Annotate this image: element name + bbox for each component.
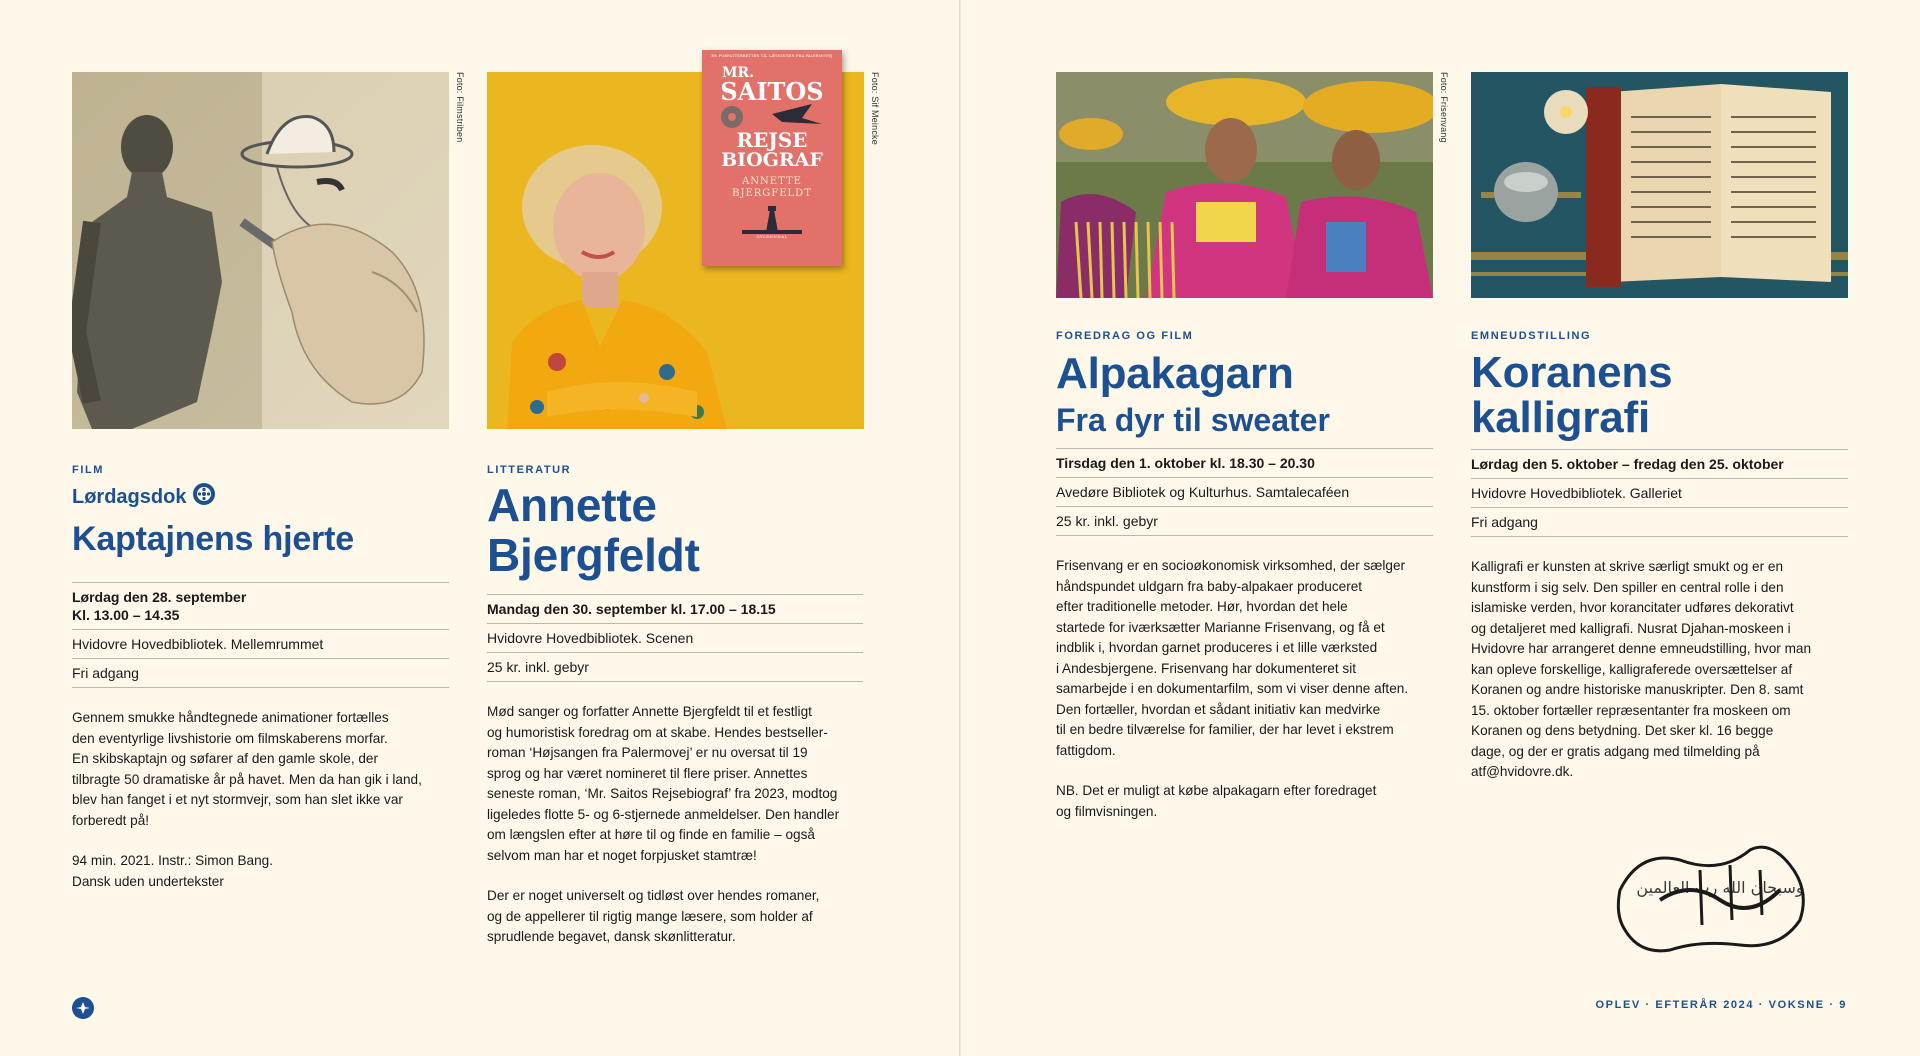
literature-body-line: Der er noget universelt og tidløst over hendes romaner, <box>487 888 820 903</box>
koran-body-line: Koranen og andre historiske manuskripter. Den 8. samt <box>1471 682 1804 697</box>
koran-body-line: Koranen og dens betydning. Det sker kl. 16 begge <box>1471 723 1774 738</box>
literature-body <box>487 702 863 948</box>
book-author: BJERGFELDT <box>732 188 812 199</box>
film-category: FILM <box>72 464 105 476</box>
alpaca-body-line: til en bedre tilværelse for familier, der har levet i ekstrem <box>1056 722 1394 737</box>
literature-body-line: roman ‘Højsangen fra Palermovej’ er nu oversat til 19 <box>487 745 808 760</box>
koran-date: Lørdag den 5. oktober – fredag den 25. oktober <box>1471 449 1848 478</box>
arabic-calligraphy <box>1600 830 1840 960</box>
alpaca-title: Alpakagarn <box>1056 349 1294 398</box>
literature-title <box>487 480 863 580</box>
calligraphy-text: وسبحان الله رب العالمين <box>1636 878 1804 897</box>
alpaca-body-line: efter traditionelle metoder. Hør, hvordan det hele <box>1056 599 1348 614</box>
library-logo-icon <box>72 997 94 1019</box>
literature-description <box>487 702 863 866</box>
alpaca-location: Avedøre Bibliotek og Kulturhus. Samtalecaféen <box>1056 477 1433 506</box>
alpaca-body-line: Den fortæller, hvordan et sådant initiativ kan medvirke <box>1056 701 1381 717</box>
film-body-line: den eventyrlige livshistorie om filmskaberens morfar. <box>72 730 388 746</box>
film-body-line: blev han fanget i et nyt stormvejr, som han slet ikke var <box>72 792 403 807</box>
koran-body-line: atf@hvidovre.dk. <box>1471 764 1574 779</box>
alpaca-body-line: NB. Det er muligt at købe alpakagarn efter foredraget <box>1056 783 1377 798</box>
literature-price: 25 kr. inkl. gebyr <box>487 652 863 682</box>
alpaca-body-line: startede for iværksætter Marianne Frisenvang, og få et <box>1056 619 1385 635</box>
film-date-line1: Lørdag den 28. september <box>72 589 247 605</box>
koran-article <box>1471 330 1848 803</box>
literature-category: LITTERATUR <box>487 464 572 476</box>
film-info-table <box>72 582 449 688</box>
literature-body-line: seneste roman, ‘Mr. Saitos Rejsebiograf’ fra 2023, modtog <box>487 786 838 801</box>
alpaca-body-line: Frisenvang er en socioøkonomisk virksomhed, der sælger <box>1056 558 1406 573</box>
alpaca-date: Tirsdag den 1. oktober kl. 18.30 – 20.30 <box>1056 448 1433 477</box>
book-title-line: REJSE <box>736 128 808 152</box>
koran-body-line: kan opleve forskellige, kalligraferede oversættelser af <box>1471 661 1793 677</box>
koran-body-line: dage, og der er gratis adgang med tilmelding på <box>1471 743 1760 759</box>
koran-body-line: 15. oktober fortæller repræsentanter fra moskeen om <box>1471 702 1791 718</box>
alpaca-category: FOREDRAG OG FILM <box>1056 330 1194 342</box>
film-price: Fri adgang <box>72 658 449 688</box>
alpaca-body-line: fattigdom. <box>1056 742 1116 758</box>
alpaca-body-line: og filmvisningen. <box>1056 803 1158 819</box>
film-location: Hvidovre Hovedbibliotek. Mellemrummet <box>72 629 449 658</box>
alpaca-article <box>1056 330 1433 842</box>
lighthouse-illustration <box>702 204 842 234</box>
literature-body-line: ligeledes flotte 5- og 6-stjernede anmeldelser. Den handler <box>487 806 840 822</box>
page-footer: OPLEV · EFTERÅR 2024 · VOKSNE · 9 <box>1595 999 1847 1011</box>
literature-body-line: om længslen efter at høre til og finde en familie – også <box>487 827 815 842</box>
film-body-line: forberedt på! <box>72 812 150 828</box>
film-reel-icon <box>192 482 216 512</box>
film-body <box>72 708 449 892</box>
literature-body-line: Mød sanger og forfatter Annette Bjergfeldt til et festligt <box>487 704 812 719</box>
literature-body-line: sprudlende begavet, dansk skønlitteratur. <box>487 929 736 944</box>
alpaca-note <box>1056 781 1433 822</box>
literature-body-line: og humoristisk foredrag om at skabe. Hendes bestseller- <box>487 724 828 740</box>
literature-description-2 <box>487 886 863 948</box>
film-meta <box>72 851 449 892</box>
koran-photo <box>1471 72 1848 298</box>
koran-body-line: islamiske verden, hvor korancitater udføres dekorativt <box>1471 600 1794 615</box>
page-fold <box>959 0 961 1056</box>
koran-body-line: og detaljeret med kalligrafi. Nusrat Djahan-moskeen i <box>1471 620 1791 636</box>
film-title: Kaptajnens hjerte <box>72 520 354 558</box>
film-photo <box>72 72 449 429</box>
alpaca-body <box>1056 556 1433 822</box>
literature-title-line: Annette <box>487 479 657 531</box>
book-title-line: BIOGRAF <box>721 149 823 171</box>
literature-body-line: sprog og har været nomineret til flere priser. Annettes <box>487 765 808 781</box>
alpaca-description <box>1056 556 1433 761</box>
alpaca-subtitle: Fra dyr til sweater <box>1056 402 1330 438</box>
koran-body-line: Kalligrafi er kunsten at skrive særligt smukt og er en <box>1471 559 1784 574</box>
author-photo-credit: Foto: Sif Meincke <box>870 72 880 145</box>
film-body-line: tilbragte 50 dramatiske år på havet. Men da han gik i land, <box>72 771 422 787</box>
koran-body-line: kunstform i sig selv. Den spiller en central rolle i den <box>1471 579 1784 595</box>
book-kicker: EN FORFATTERRETTEN TIL LÆSNINGEN FRA PALERMOVEJ <box>711 54 833 58</box>
literature-title-line: Bjergfeldt <box>487 529 700 581</box>
film-date-line2: Kl. 13.00 – 14.35 <box>72 607 180 623</box>
book-publisher: GYLDENDAL <box>756 234 788 239</box>
koran-location: Hvidovre Hovedbibliotek. Galleriet <box>1471 478 1848 507</box>
koran-category: EMNEUDSTILLING <box>1471 330 1592 342</box>
alpaca-body-line: i Andesbjergene. Frisenvang har dokumenteret sit <box>1056 660 1356 676</box>
literature-body-line: selvom man har et noget forpjusket stamtræ! <box>487 847 757 863</box>
film-series <box>72 482 449 512</box>
alpaca-photo <box>1056 72 1433 298</box>
koran-title-line: Koranens <box>1471 348 1673 397</box>
koran-body <box>1471 557 1848 783</box>
book-illustration <box>702 104 842 130</box>
book-title-line: SAITOS <box>720 77 824 106</box>
book-author: ANNETTE <box>742 176 802 187</box>
koran-body-line: Hvidovre har arrangeret denne emneudstilling, hvor man <box>1471 641 1812 656</box>
literature-location: Hvidovre Hovedbibliotek. Scenen <box>487 623 863 652</box>
film-article <box>72 464 449 912</box>
film-series-label: Lørdagsdok <box>72 485 187 508</box>
book-cover <box>702 50 842 266</box>
film-date <box>72 582 449 629</box>
alpaca-body-line: samarbejde i en dokumentarfilm, som vi viser denne aften. <box>1056 681 1409 696</box>
film-photo-credit: Foto: Filmstriben <box>455 72 465 143</box>
alpaca-photo-credit: Foto: Frisenvang <box>1439 72 1449 143</box>
koran-info-table <box>1471 449 1848 537</box>
koran-title-line: kalligrafi <box>1471 393 1650 442</box>
film-description <box>72 708 449 831</box>
alpaca-info-table <box>1056 448 1433 536</box>
film-body-line: Gennem smukke håndtegnede animationer fortælles <box>72 710 389 725</box>
alpaca-body-line: håndspundet uldgarn fra baby-alpakaer produceret <box>1056 578 1363 594</box>
film-body-line: En skibskaptajn og søfarer af den gamle skole, der <box>72 751 379 766</box>
literature-date: Mandag den 30. september kl. 17.00 – 18.15 <box>487 594 863 623</box>
alpaca-body-line: indblik i, hvordan garnet produceres i et lille værksted <box>1056 640 1378 655</box>
film-meta-line: 94 min. 2021. Instr.: Simon Bang. <box>72 853 273 868</box>
book-title-line: MR. <box>722 65 755 81</box>
koran-description <box>1471 557 1848 783</box>
literature-info-table <box>487 594 863 682</box>
koran-title <box>1471 350 1848 440</box>
alpaca-price: 25 kr. inkl. gebyr <box>1056 506 1433 536</box>
literature-article <box>487 464 863 968</box>
koran-price: Fri adgang <box>1471 507 1848 537</box>
literature-body-line: og de appellerer til rigtig mange læsere, som holder af <box>487 908 813 924</box>
film-meta-line: Dansk uden undertekster <box>72 873 224 889</box>
